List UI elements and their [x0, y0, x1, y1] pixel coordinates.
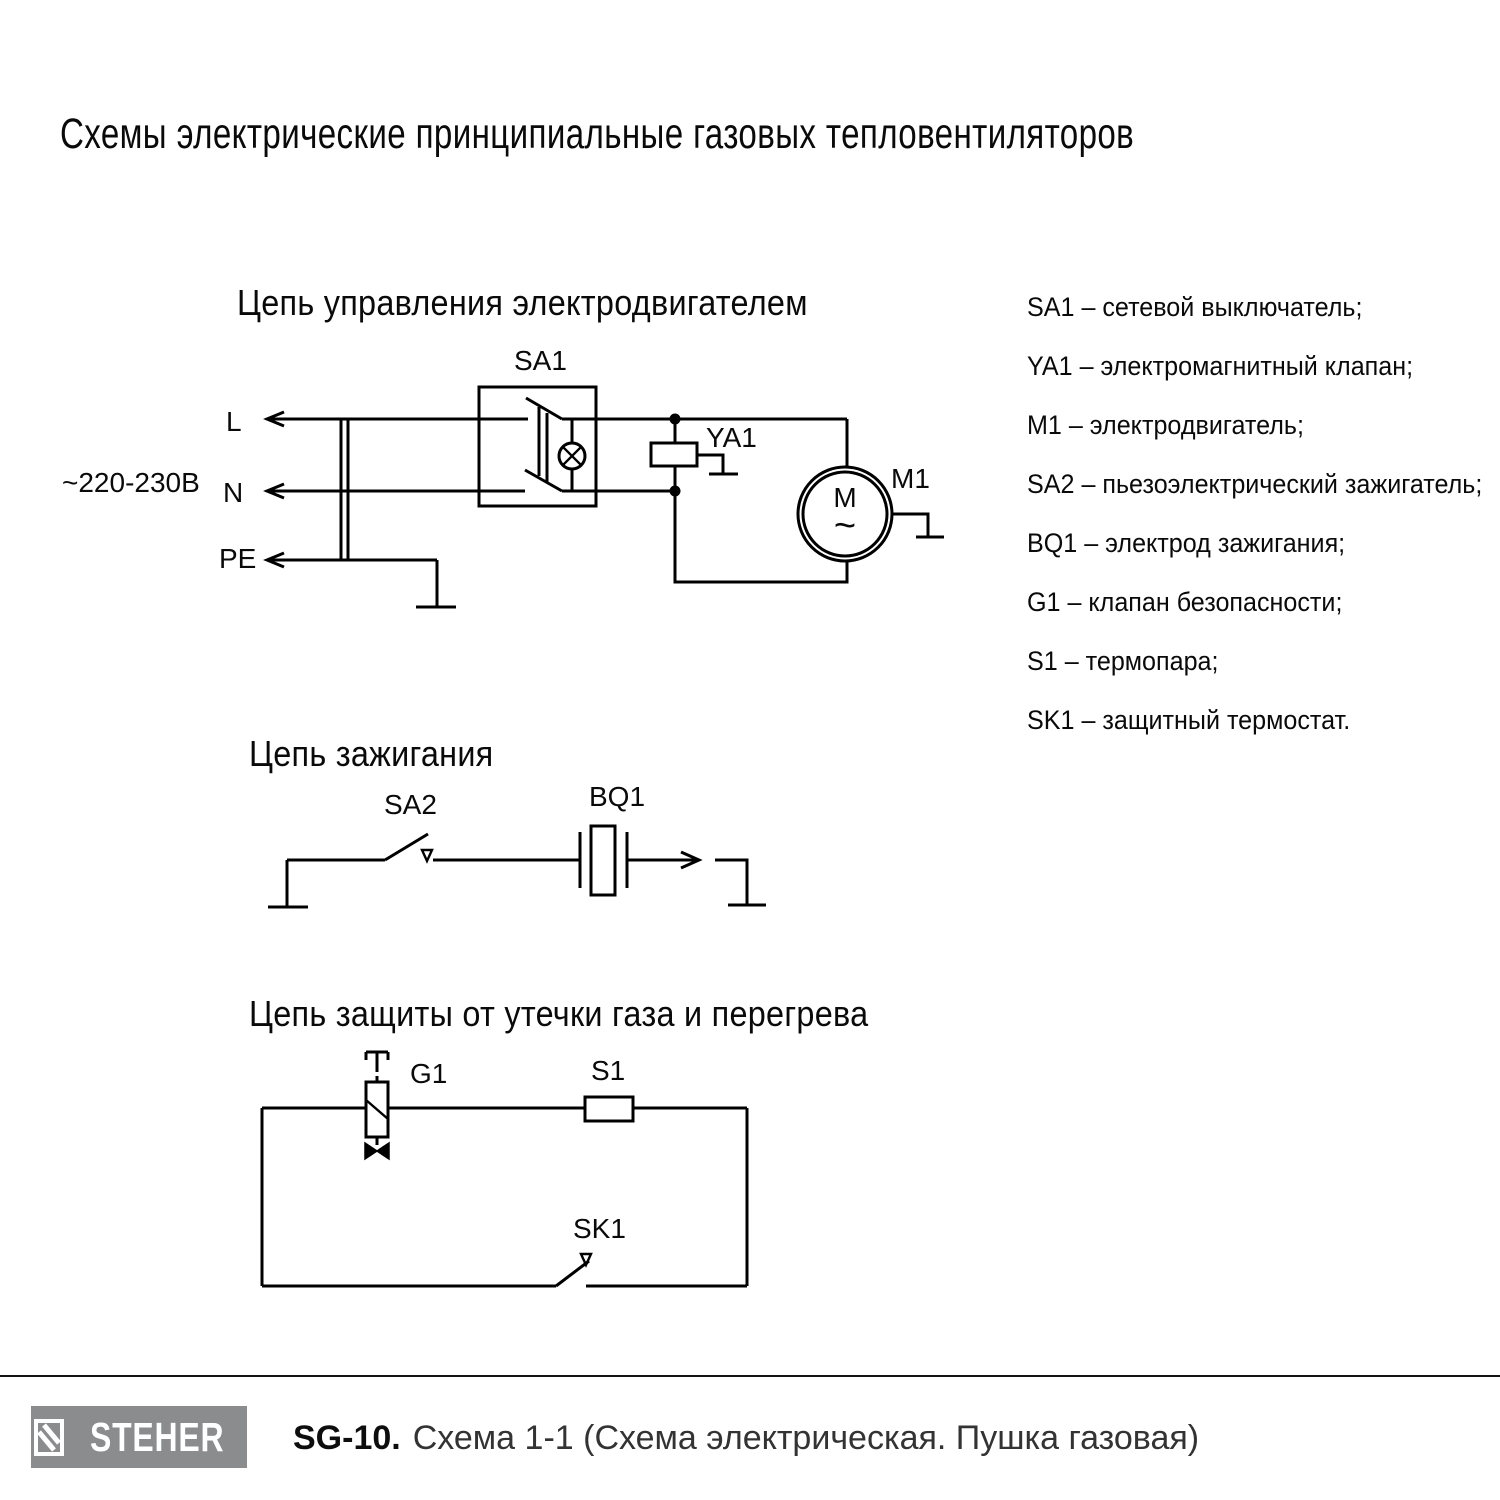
- legend-item: YA1 – электромагнитный клапан;: [1027, 351, 1414, 381]
- bq1-igniter-symbol: [580, 826, 627, 895]
- voltage-label: ~220-230В: [62, 467, 200, 498]
- legend-item: G1 – клапан безопасности;: [1027, 587, 1343, 617]
- s1-label: S1: [591, 1055, 626, 1086]
- ignition-ground-right: [715, 860, 766, 905]
- sk1-thermostat-symbol: [556, 1254, 591, 1286]
- legend-item: S1 – термопара;: [1027, 646, 1219, 676]
- line-arrow-pe: [267, 553, 437, 567]
- m1-label: M1: [891, 463, 930, 494]
- protection-circuit-title: Цепь защиты от утечки газа и перегрева: [249, 993, 869, 1034]
- sa2-switch-symbol: [385, 834, 432, 861]
- pe-ground-symbol: [416, 560, 456, 607]
- brand-name: STEHER: [90, 1413, 225, 1460]
- terminal-pe-label: PE: [219, 543, 257, 574]
- ignition-output-arrow: [627, 852, 699, 868]
- bq1-label: BQ1: [589, 781, 646, 812]
- legend-item: BQ1 – электрод зажигания;: [1027, 528, 1346, 558]
- page-title: Схемы электрические принципиальные газовых тепловентиляторов: [60, 110, 1135, 158]
- sa1-label: SA1: [514, 345, 567, 376]
- sk1-label: SK1: [573, 1213, 626, 1244]
- line-arrow-l: [267, 412, 528, 426]
- steher-logo: [31, 1406, 247, 1468]
- wire: [675, 491, 847, 582]
- steher-emblem-icon: [34, 1419, 64, 1456]
- legend-item: SK1 – защитный термостат.: [1027, 705, 1351, 735]
- ya1-label: YA1: [706, 422, 757, 453]
- sa1-switch-symbol: [479, 387, 596, 506]
- terminal-l-label: L: [226, 406, 242, 437]
- footer-caption-line: [293, 1419, 1199, 1458]
- ignition-circuit-title: Цепь зажигания: [249, 733, 494, 774]
- indicator-lamp-icon: [559, 419, 585, 491]
- legend-item: M1 – электродвигатель;: [1027, 410, 1304, 440]
- legend-item: SA1 – сетевой выключатель;: [1027, 292, 1363, 322]
- model-number: SG-10.: [293, 1419, 401, 1457]
- motor-letter-label: M: [833, 482, 857, 513]
- scheme-caption: Схема 1-1 (Схема электрическая. Пушка газовая): [412, 1419, 1200, 1457]
- terminal-n-label: N: [223, 477, 244, 508]
- protection-circuit-graphic: [262, 1052, 747, 1286]
- g1-safety-valve-symbol: [365, 1052, 389, 1159]
- line-arrow-n: [267, 484, 525, 498]
- ignition-ground-left: [268, 860, 308, 907]
- sa2-label: SA2: [384, 789, 437, 820]
- s1-thermocouple-symbol: [585, 1097, 633, 1121]
- ignition-circuit-graphic: [268, 826, 766, 907]
- g1-label: G1: [410, 1058, 448, 1089]
- footer-divider: [0, 1375, 1500, 1377]
- component-legend: [1027, 292, 1482, 735]
- motor-ac-wave-label: ~: [833, 505, 857, 547]
- motor-circuit-title: Цепь управления электродвигателем: [237, 282, 808, 323]
- legend-item: SA2 – пьезоэлектрический зажигатель;: [1027, 469, 1483, 499]
